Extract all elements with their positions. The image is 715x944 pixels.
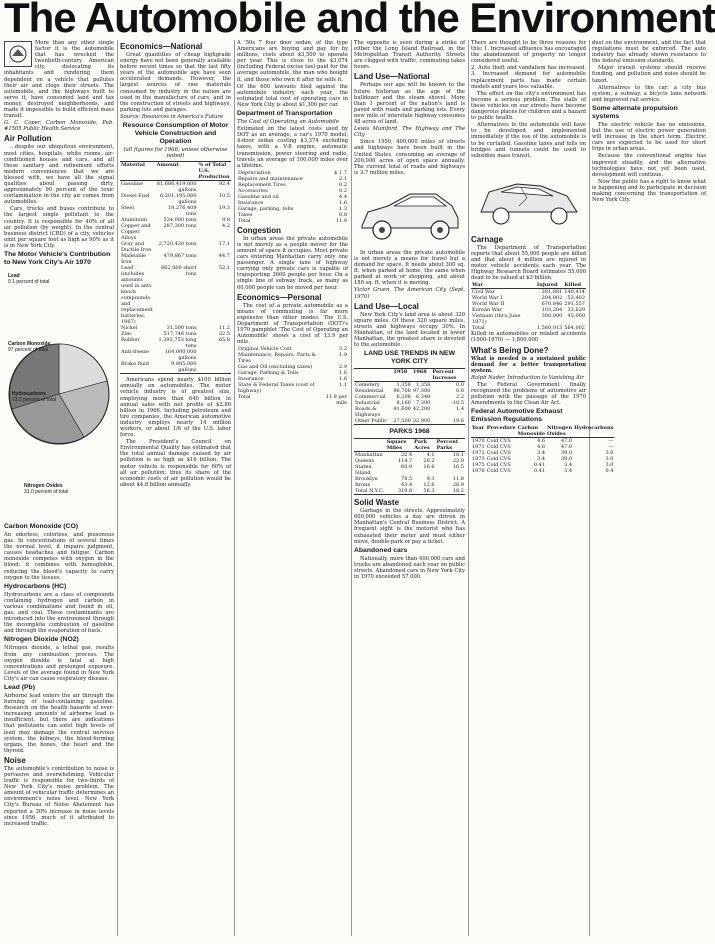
table-row (354, 464, 465, 476)
lead-text: Airborne lead enters the air through the burning of lead-containing gasoline. Research on the health hazards of ever-increasing amounts of airborne lead is insufficient, but there are indications that pollutants can exist high levels of lead may damage the central nervous system, the kidneys, the blood-forming organs, the bones, the heart and the thyroid. (4, 692, 114, 754)
col6-rights-paragraph: Now the public has a right to know what is happening and to participate in decision making concerning the transportation of New York City. (592, 178, 706, 204)
cost-paragraph-1: A '50s 7 four door sedan, of the type Americans are buying and pay for by millions, costs about $3,500 to operate per year. This is close to the $3,074 (including Federal excise tax) paid for the average automobile, the man who bought it, and those who own it after he sells it. (237, 40, 348, 83)
table-cell: 0.41 (533, 468, 546, 475)
land-use-table: 1958 1968 Percent Increase Cemetery 1,358 1,358 0.0 Residential 96,708 97,300 0.6 Commercial 6,206 6,340 2.2 Industrial 8,160 7,300 -10.5 Roads & Highways 41,600 42,200 1.4 Other Public 27,500 32,900 19.6 (355, 369, 464, 425)
pie-label-lead: Lead 0.1 percent of total (8, 273, 50, 285)
whats-being-done-sub: What is needed is a sustained public demand for a better transportation system. (471, 355, 586, 374)
table-cell: Rubber (121, 337, 140, 344)
emission-table-title: Federal Automotive Exhaust Emission Regulations (471, 408, 563, 424)
table-cell: Total N.Y.C. (355, 488, 385, 495)
table-cell: 670,846 (541, 301, 563, 308)
table-cell: 60.9 (401, 464, 413, 471)
heading-solid-waste: Solid Waste (354, 498, 400, 508)
congestion-paragraph: In urban areas the private automobile is not merely as a people mover for the amount of space it occupies. Most private cars entering Manhattan carry only one passenger. A single lane of highway carrying only private cars is capable of transporting 3600 people per hour. On a single line of subway track, as many as 60,000 people can be moved per hour. (237, 235, 348, 291)
cost-table-2 (237, 346, 348, 406)
table-cell: Staten Island (355, 464, 372, 477)
resource-table-subtitle: (all figures for 1966, unless otherwise noted) (123, 147, 228, 160)
land-use-local-paragraph: New York City's land area is about 320 square miles. Of these 320 square miles, streets and highways occupy 30%. In Manhattan, of the land located in lower Manhattan, the greatest share is devoted to the automobile. (354, 311, 465, 349)
table-cell: Brooklyn (355, 476, 378, 483)
col6-paragraph-3: Alternatives to the car: a city bus system, a subway, a bicycle lane network and improved rail service. (592, 84, 706, 103)
air-paragraph-2: Cars, trucks and buses contribute to the largest single pollutant to the country. It is responsible for 40% of all air pollution (by weight). In the central business district (CBD) of a city, vehicles emit per square foot as high as 90% as it is in New York City. (4, 206, 114, 249)
table-cell: 97,300 (412, 388, 431, 395)
table-cell: 534,000 tons (163, 217, 197, 224)
car-space-source: Victor Gruen, The American City (Sept. 1970) (354, 287, 465, 300)
table-cell: Aluminum (121, 217, 147, 224)
table-cell: 6,201,195,000 gallons (159, 193, 197, 206)
masthead-title: The Automobile and the Environment (4, 0, 715, 41)
hc-text: Hydrocarbons are a class of compounds containing hydrogen and carbon in various combinations and found in oil, gas, and coal. These contaminants are introduced into the environment through the incomplete combustion of gasoline and through the evaporation of fuels. (4, 591, 114, 635)
table-cell: 4.6 (537, 438, 546, 445)
table-cell: 56.3 (423, 488, 435, 495)
heading-economics-personal: Economics—Personal (237, 292, 322, 302)
table-cell: 27,500 (393, 418, 411, 425)
table-cell: 18.2 (452, 488, 464, 495)
table-row (354, 418, 465, 424)
table-cell: 2,720,430 tons (158, 241, 197, 248)
table-cell: Gas and Oil (excluding taxes) (238, 364, 313, 371)
table-row (354, 406, 465, 418)
heading-whats-being-done: What's Being Done? (471, 345, 549, 355)
table-cell: 4.1 (426, 452, 435, 459)
table-cell: 517,746 tons (163, 331, 197, 338)
column-rule (234, 40, 235, 936)
drop-cap-icon (4, 41, 32, 67)
table-cell: 65.8 (218, 337, 230, 344)
no-text: Nitrogen dioxide, a lethal gas, results from any combustion process. The oxygen dioxide is fatal at high concentrations and prolonged exposure. Levels of the average found in New York City's air can cause respiratory disease. (4, 645, 114, 682)
table-cell: 32,900 (412, 418, 431, 425)
table-cell: World War I (472, 295, 503, 302)
column-4 (354, 40, 465, 940)
alternate-propulsion-paragraph: The electric vehicle has no emissions, but the use of electric power generation will increase in the short term. Electric cars are expected to be used for short trips in urban areas. (592, 121, 706, 153)
heading-nitrogen-dioxide: Nitrogen Dioxide (NO2) (4, 636, 79, 644)
emission-table: Year Procedure Carbon Monoxide Nitrogen Oxides Hydrocarbons 1970 Cold CVS 4.6 47.0 — 1971 Cold CVS 4.6 47.0 — 1972 Cold CVS 3.4 39.0 3.0 1973 Cold CVS 3.4 39.0 3.0 1975 Cold CVS 0.41 3.4 3.0 1976 Cold CVS 0.41 3.4 0.4 (472, 425, 614, 475)
reasons-paragraph-1: There are thought to be three reasons for this: 1. Increased affluence has encouraged the abandonment of property no longer considered useful. (471, 40, 587, 65)
heading-land-use-local: Land Use—Local (354, 301, 419, 311)
car-illustration (354, 178, 465, 248)
table-cell: 6,206 (396, 394, 411, 401)
table-cell: Civil War (472, 289, 496, 296)
table-cell: 81,686,419,000 gallons (156, 181, 197, 194)
table-cell: Insurance (238, 199, 264, 206)
land-use-paragraph-2: Since 1950, 400,000 miles of streets and highways have been built in the United States, consuming an average of 200,000 acres of open space annually. The current total of roads and highways is 3.7 million miles. (354, 139, 465, 176)
intro-text: More than any other single factor it is the automobile that has wrecked the twentieth-century American city, dislocating its inhabitants and rendering them dependent on a vehicle that pollutes their air and clogs their streets. The automobile, and the highways built to serve it, have consumed land and tax money, destroyed neighborhoods, and made it impossible to build efficient mass transit. (4, 40, 114, 120)
dept-subtitle: The Cost of Operating an Automobile (237, 119, 339, 126)
table-cell: Other Public (355, 418, 388, 425)
table-cell: 9,895,000 gallons (171, 361, 197, 374)
table-cell: 1.9 (339, 352, 347, 359)
table-cell: Gasoline (121, 181, 143, 188)
land-use-table-title: LAND USE TRENDS IN NEW YORK CITY (363, 350, 455, 366)
table-cell: 3.4 (564, 462, 573, 469)
heading-hydrocarbons: Hydrocarbons (HC) (4, 582, 67, 590)
table-cell: 3.4 (537, 456, 546, 463)
solid-waste-paragraph: Garbage in the streets. Approximately 600,000 vehicles a day are driven in Manhattan's Central Business District. A frequent sight is the motorist who has exhausted their meter and must either move, double-park or pay a ticket. (354, 508, 465, 545)
table-cell: 287,300 tons (163, 223, 197, 230)
table-cell (198, 349, 231, 361)
table-cell: 1,392,753 long tons (158, 337, 197, 350)
reasons-paragraph-3: The effect on the city's environment has become a serious problem. The stalls of these vehicles on our streets have become dangerous places for children and a hazard to public health. (471, 90, 586, 122)
column-rule (589, 40, 590, 936)
parks-table-title: PARKS 1968 (389, 428, 430, 436)
cost-paragraph-2: Of the 600 lawsuits filed against the automobile industry each year, the estimated total cost of operating cars in New York City is about $1,300 per car. (237, 83, 348, 108)
table-cell: Brake fluid (121, 361, 149, 368)
pie-chart-title: The Motor Vehicle's Contribution to New York City's Air 1970 (4, 251, 111, 266)
table-cell: State & Federal Taxes (cost of highway) (238, 382, 315, 395)
heading-alternate-propulsion: Some alternate propulsion systems (592, 104, 678, 120)
table-cell: Gasoline and oil (238, 193, 279, 200)
abandoned-cars-paragraph: Nationally, more than 400,000 cars and trucks are abandoned each year on public streets. Abandoned cars in New York City in 1970 exceeded 57,000. (354, 555, 465, 581)
column-1 (4, 40, 114, 940)
table-cell: 300,000 (541, 313, 563, 320)
table-cell: Roads & Highways (355, 406, 381, 419)
table-row (120, 253, 231, 265)
table-cell: -10.5 (451, 400, 464, 407)
table-cell: 11.2 (218, 325, 230, 332)
table-cell: 16.6 (423, 464, 435, 471)
table-cell: 1,560,013 (536, 325, 563, 332)
reasons-paragraph-2: 2. Auto theft and vandalism has increased. 3. Increased demand for automobile replacement parts has made certain models and years less valuable. (471, 65, 586, 90)
table-row (120, 205, 231, 217)
table-cell: 140,414 (564, 289, 585, 296)
table-cell: Cold CVS (486, 444, 511, 451)
table-row (120, 181, 231, 194)
table-cell: 1973 (472, 456, 485, 463)
table-cell: — (608, 444, 614, 451)
wrecked-car-illustration (471, 162, 586, 232)
table-cell: 114.7 (397, 458, 413, 465)
table-row (120, 265, 231, 325)
table-cell: Maintenance, Repairs, Parts & Tires (238, 352, 317, 365)
table-cell: Cold CVS (486, 456, 511, 463)
heading-congestion: Congestion (237, 225, 281, 235)
column-2 (120, 40, 231, 940)
table-cell: 41,600 (393, 406, 411, 413)
table-cell: Total (472, 325, 485, 332)
heading-lead: Lead (Pb) (4, 683, 35, 691)
table-cell: 26.2 (423, 458, 435, 465)
pie-label-nitrogen-oxides: Nitrogen Oxides 31.0 percent of total (24, 483, 69, 495)
econ-source: Source: Resources in America's Future (120, 113, 223, 120)
table-cell: Steel (121, 205, 134, 212)
table-cell: Insurance (238, 376, 264, 383)
econ-paragraph-3: The President's Council on Environmental Quality has estimated that the total annual damage caused by air pollution is as high as $16 billion. The motor vehicle is responsible for 60% of all air pollution; thus its share of the economic costs of air pollution would be about $4.8 billion annually. (120, 439, 231, 488)
table-cell: Garage, parking, tolls (238, 205, 294, 212)
table-row (471, 313, 586, 325)
war-table: War Injured Killed Civil War 281,881 140,414 World War I 204,002 53,402 World War II 670,846 291,557 Korean War 103,284 33,629 Vietnam (thru June 1971) 300,000 45,000 Total 1,560,013 564,002 (472, 282, 585, 332)
table-cell: 0.2 (339, 181, 347, 188)
table-cell: 9.3 (426, 476, 435, 483)
column-rule (117, 40, 118, 936)
column-rule (351, 40, 352, 936)
air-paragraph-1: ...despite our ubiquitous environment, most cities, hospitals, white rooms, air-conditioned houses and cars, and all these sanitary and refinement efforts modern conveniences that we are blessed with, we have all the signal qualities about passing dirty, approximately 90 percent of the toxic contamination in the city air comes from automobiles. (4, 144, 114, 206)
table-cell: 43.4 (401, 482, 413, 489)
whats-being-done-source: Ralph Nader, Introduction to Vanishing Air (471, 374, 584, 381)
table-cell: 1.4 (456, 406, 464, 413)
table-cell: Total (238, 217, 251, 224)
table-cell: Cold CVS (486, 462, 511, 469)
pie-label-carbon-monoxide: Carbon Monoxide 97 percent of total (8, 341, 51, 353)
table-cell: 204,002 (541, 295, 563, 302)
table-cell: 47.0 (560, 444, 573, 451)
table-cell: Manhattan (355, 452, 383, 459)
table-cell: 9.8 (222, 217, 230, 224)
table-row (237, 218, 348, 224)
table-cell: Cold CVS (486, 468, 511, 475)
table-cell: Queens (355, 458, 375, 465)
table-cell: 11.9 per mile (325, 394, 347, 407)
table-cell: 1976 (472, 468, 485, 475)
table-row (120, 337, 231, 349)
table-cell: Zinc (121, 331, 133, 338)
table-cell: 10.5 (218, 193, 230, 200)
carnage-paragraph: The Department of Transportation reports that about 55,000 people are killed and that about 4 million are injured in motor vehicle accidents each year. The Highway Research Board estimates 55,000 dead to be valued at $3 billion. (471, 244, 586, 282)
table-cell: 16.5 (452, 464, 464, 471)
table-cell: Repairs and maintenance (238, 175, 303, 182)
heading-carbon-monoxide: Carbon Monoxide (CO) (4, 523, 79, 530)
whats-being-done-paragraph: The Federal Government finally recognized the problems of automotive air pollution with the passage of the 1970 Amendments to the Clean Air Act. (471, 381, 586, 407)
col6-paragraph-4: Because the conventional engine has improved steadily, and the alternative technologies have not yet been used, development will continue. (592, 153, 706, 178)
table-cell: 7,300 (416, 400, 431, 407)
table-cell: 3.0 (605, 462, 614, 469)
col6-paragraph-1: dust on the environment, and the fact that regulations must be enforced. The auto industry has already shown resistance to the federal emission standards. (592, 40, 706, 65)
table-cell: Cold CVS (486, 450, 511, 457)
table-cell: 45,000 (567, 313, 585, 320)
dept-paragraph: Estimated on the latest costs used by DOT as an average, a car's 1970 model, 4-door sedan costing $3,374 excluding taxes, with a V-8 engine, automatic transmission, power steering and radio, travels an average of 100,000 miles over a lifetime. (237, 126, 348, 169)
table-cell: 0.41 (533, 462, 546, 469)
wrecked-car-icon (471, 162, 586, 232)
table-cell: 31,500 tons (166, 325, 197, 332)
table-cell: Vietnam (thru June 1971) (472, 313, 521, 326)
table-cell: Industrial (355, 400, 380, 407)
table-cell: Cemetery (355, 382, 380, 389)
table-cell: Anti-freeze (121, 349, 149, 356)
table-cell: 4.6 (537, 444, 546, 451)
table-cell: 17.1 (218, 241, 230, 248)
table-cell: Accessories (238, 187, 268, 194)
table-cell: 8,160 (396, 400, 411, 407)
table-cell: 1,358 (416, 382, 431, 389)
table-cell (198, 361, 231, 373)
column-6 (592, 40, 706, 940)
table-cell: 19.6 (452, 418, 464, 425)
table-cell: 39.0 (560, 456, 573, 463)
parks-table: Square Miles Park Acres Percent Parks Manhattan 22.4 4.1 18.1 Queens 114.7 26.2 22.9 Staten Island 60.9 16.6 16.5 Brooklyn 78.5 9.3 11.8 Bronx 43.4 12.6 28.9 Total N.Y.C. 319.8 56.3 18.2 (355, 439, 464, 495)
table-cell: Garage, Parking & Tolls (238, 370, 299, 377)
table-cell: 0.8 (339, 211, 347, 218)
table-row (120, 241, 231, 253)
heading-department-transportation: Department of Transportation (237, 110, 333, 118)
table-cell: 1.6 (339, 199, 347, 206)
table-row (237, 382, 348, 394)
resource-table: Material Amount % of Total U.S. Production Gasoline 81,686,419,000 gallons 92.4 Diesel Fuel 6,201,195,000 gallons 10.5 Steel 18,276,409 tons 19.3 Aluminum 534,000 tons 9.8 Copper and Copper Alloys 287,300 tons 4.2 Gray and Ductile Iron 2,720,430 tons 17.1 Malleable Iron 479,867 tons 44.7 Lead (includes amounts used in anti-knock compounds and replacement batteries, 1967) 662,000 short tons 52.1 Nickel 31,500 tons 11.2 Zinc 517,746 tons 32.5 Rubber 1,392,753 long tons 65.8 Anti-freeze 164,000,000 gallons Brake fluid 9,895,000 gallons (121, 162, 230, 374)
col6-paragraph-2: Major transit systems should receive funding, and pollution and noise should be taxed. (592, 65, 706, 84)
table-cell: 11.8 (452, 476, 464, 483)
column-5 (471, 40, 614, 940)
table-cell: 0.4 (605, 468, 614, 475)
table-cell: 22.4 (401, 452, 413, 459)
heading-abandoned-cars: Abandoned cars (354, 546, 408, 554)
table-cell: 281,881 (541, 289, 563, 296)
table-cell: 3.0 (605, 450, 614, 457)
table-cell: Commercial (355, 394, 386, 401)
car-icon (354, 178, 465, 248)
table-cell: 103,284 (541, 307, 563, 314)
pie-label-hydrocarbons: Hydrocarbons 73.5 percent of total (12, 391, 57, 403)
table-cell: 479,867 tons (163, 253, 197, 260)
econ-paragraph-2: Americans spend nearly $100 billion annually on automobiles. The motor vehicle industry is of greatest size, employing more than 640 billion in annual sales with net profits of $2.86 billion in 1966. Including petroleum and tire companies, the American automotive industry employs nearly 14 million workers, or about 1/6 of the U.S. labor force. (120, 377, 231, 439)
table-cell: 1972 (472, 450, 485, 457)
table-cell: 0.6 (456, 388, 464, 395)
table-cell: 0.2 (339, 187, 347, 194)
table-cell: Original Vehicle Cost (238, 346, 292, 353)
table-row (120, 349, 231, 361)
table-cell: 1,358 (396, 382, 411, 389)
table-row (120, 223, 231, 241)
table-cell: Depreciation (238, 169, 271, 176)
table-cell: 2.2 (456, 394, 464, 401)
table-cell: 12.6 (423, 482, 435, 489)
table-cell: 39.0 (560, 450, 573, 457)
heading-land-use-national: Land Use—National (354, 72, 430, 82)
table-cell: World War II (472, 301, 505, 308)
table-cell: Total (238, 394, 251, 401)
table-cell: 92.4 (218, 181, 230, 188)
table-cell: 1970 (472, 438, 485, 445)
table-cell: 4.4 (339, 193, 347, 200)
table-cell: 19.3 (218, 205, 230, 212)
table-cell: Bronx (355, 482, 371, 489)
table-cell: 0.0 (456, 382, 464, 389)
table-cell: Nickel (121, 325, 138, 332)
heading-noise: Noise (4, 755, 26, 765)
table-cell: $ 1.7 (334, 169, 347, 176)
table-cell: Cold CVS (486, 438, 511, 445)
table-cell: 1.6 (339, 376, 347, 383)
air-pie-figure (4, 269, 114, 519)
table-cell: — (608, 438, 614, 445)
econ-personal-paragraph: The cost of a private automobile as a means of commuting is far more expensive than other modes. The U.S. Department of Transportation (DOT)'s 1970 pamphlet 'The Cost of Operating an Automobile' shows a cost of 13.9 per mile. (237, 302, 348, 346)
co-text: An odorless, colorless, and poisonous gas. In concentrations of several times the normal level, it impairs judgment, causes headaches and fatigue. Carbon monoxide competes with oxygen in the blood; it combines with hemoglobin, reducing the blood's capacity to carry oxygen to the tissues. (4, 532, 114, 581)
heading-economics-national: Economics—National (120, 42, 203, 51)
table-cell: 44.7 (218, 253, 230, 260)
table-cell: 319.8 (397, 488, 413, 495)
reasons-paragraph-4: Alternatives to the automobile will have to be developed and implemented immediately if the use of the automobile is to be curtailed. Gasoline taxes and tolls on bridges and tunnels could be used to subsidize mass transit. (471, 122, 586, 159)
table-cell: Korean War (472, 307, 502, 314)
table-cell: 1.1 (339, 382, 347, 389)
table-cell: 18.1 (452, 452, 464, 459)
table-row (237, 352, 348, 364)
table-cell: 3.0 (605, 456, 614, 463)
table-cell: Diesel Fuel (121, 193, 150, 200)
table-cell: 3.2 (339, 346, 347, 353)
land-use-source: Lewis Mumford, The Highway and The City (354, 126, 465, 139)
table-cell: Gray and Ductile Iron (121, 241, 152, 254)
table-cell: 4.2 (222, 223, 230, 230)
table-cell: 52.1 (218, 265, 230, 272)
table-cell: Residential (355, 388, 384, 395)
table-cell: 78.5 (401, 476, 413, 483)
car-space-paragraph: In urban areas the private automobile is not merely a means for travel but a demand for space. It needs about 300 sq. ft. when parked at home, the same when parked at work or shopping, and about 180 sq. ft. when it is moving. (354, 249, 465, 287)
table-cell: 3.4 (537, 450, 546, 457)
table-cell: 32.5 (218, 331, 230, 338)
table-row (237, 394, 348, 406)
table-cell: 6,340 (416, 394, 431, 401)
table-cell: 164,000,000 gallons (164, 349, 197, 362)
table-cell: 662,000 short tons (161, 265, 197, 278)
table-cell: 22.9 (452, 458, 464, 465)
column-rule (468, 40, 469, 936)
table-cell: 2.1 (339, 175, 347, 182)
cost-table (237, 170, 348, 224)
table-cell: 564,002 (564, 325, 585, 332)
table-cell: 1975 (472, 462, 485, 469)
table-cell: Copper and Copper Alloys (121, 223, 151, 242)
table-cell: Lead (includes amounts used in anti-knock compounds and replacement batteries, 1967) (121, 265, 153, 326)
econ-paragraph-1: Great quantities of cheap highgrade energy have not been generally available before recent times so that the last fifty years of the automobile age have seen accelerated demands. However, the largest sources of raw materials consumed by industry in the nation are used in the manufacture of cars, and in the construction of streets and highways, parking lots and garages. (120, 52, 231, 113)
table-cell: Taxes (238, 211, 253, 218)
table-cell: 3.4 (564, 468, 573, 475)
table-row (354, 488, 465, 494)
noise-text: The automobile's contribution to noise is pervasive and overwhelming. Vehicular traffic is responsible for two-thirds of New York City's noise problem. The amount of vehicular traffic determines an environment's noise level. New York City's Bureau of Noise Abatement has reported a 30% increase in noise levels since 1956, much of it attributed to increased traffic. (4, 765, 114, 827)
table-cell: 2.9 (339, 364, 347, 371)
column-3 (237, 40, 348, 940)
table-cell: 1.6 (339, 370, 347, 377)
table-cell: 53,402 (567, 295, 585, 302)
strike-paragraph: The opposite is seen during a strike of either the Long Island Railroad, in the Metropolitan Transit Authority. Streets are clogged with traffic, commuting takes hours. (354, 40, 465, 71)
table-row (120, 193, 231, 205)
table-cell: 291,557 (564, 301, 585, 308)
killed-line: Killed in automobiles or related accidents (1900-1970) — 1,800,000 (471, 331, 586, 344)
table-cell: Malleable Iron (121, 253, 146, 266)
table-cell: 42,200 (412, 406, 431, 413)
resource-table-title: Resource Consumption of Motor Vehicle Construction and Operation (122, 122, 229, 146)
table-cell: 33,629 (567, 307, 585, 314)
table-row (120, 361, 231, 373)
intro-source: G. C. Coper, Carbon Monoxide, Pub. #1505 Public Health Service (4, 120, 114, 133)
table-cell: 28.9 (452, 482, 464, 489)
table-cell: 11.9 (335, 217, 347, 224)
land-use-paragraph: Perhaps our age will be known to the future historian as the age of the bulldozer and the steam shovel. More than 1 percent of the nation's land is paved with roads and parking lots. Every new mile of interstate highway consumes 48 acres of land. (354, 82, 465, 126)
table-cell: 1.3 (339, 205, 347, 212)
table-cell: 18,276,409 tons (167, 205, 197, 218)
table-cell: 1971 (472, 444, 485, 451)
table-cell: 47.0 (560, 438, 573, 445)
heading-carnage: Carnage (471, 234, 504, 244)
heading-air-pollution: Air Pollution (4, 134, 52, 144)
table-cell: 96,708 (393, 388, 411, 395)
table-cell: Replacement Tires (238, 181, 286, 188)
